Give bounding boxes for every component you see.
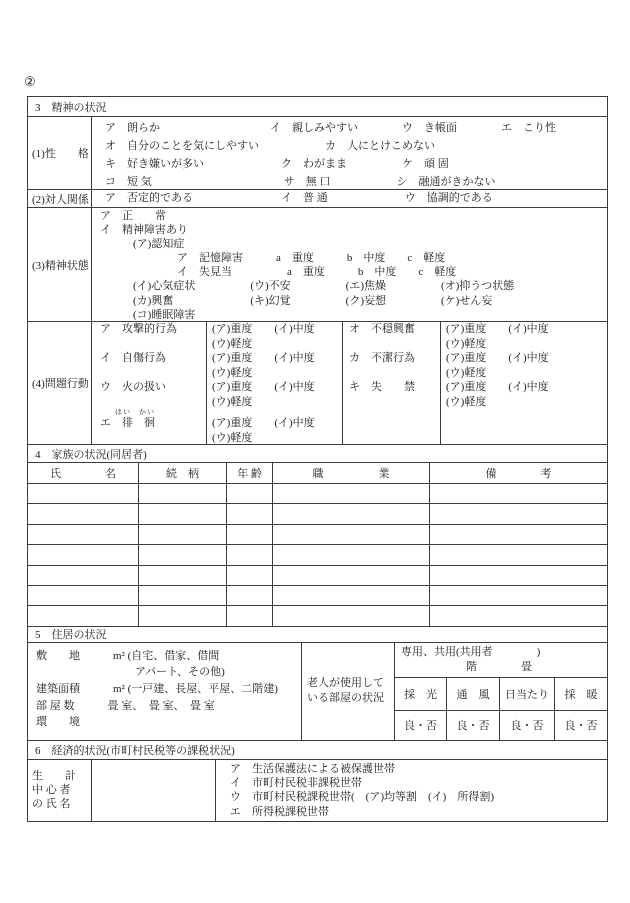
family-cell-name bbox=[28, 525, 139, 544]
room-condition-ratings bbox=[395, 711, 607, 740]
severity-options: (ア)重度 (イ)中度 (ウ)軽度 bbox=[446, 381, 549, 408]
personality-options bbox=[92, 117, 607, 189]
behavior-key: エ bbox=[100, 417, 111, 429]
family-cell-notes bbox=[430, 606, 607, 625]
taxation-options bbox=[216, 760, 607, 821]
behavior-name: 失 禁 bbox=[371, 381, 415, 393]
interpersonal-line: ア 否定的である イ 普 通 ウ 協調的である bbox=[105, 192, 493, 204]
housing-detail-line: 環 境 bbox=[36, 716, 80, 729]
family-cell-occupation bbox=[273, 586, 430, 605]
room-condition-header-heating: 採 暖 bbox=[564, 688, 598, 701]
breadwinner-name-label: 生 計 中 心 者 の 氏 名 bbox=[28, 760, 92, 821]
family-cell-name bbox=[28, 566, 139, 585]
family-cell-notes bbox=[430, 545, 607, 564]
severity-options: (ア)重度 (イ)中度 (ウ)軽度 bbox=[212, 352, 315, 379]
section-mental-title: 3 精神の状況 bbox=[35, 101, 107, 114]
family-cell-age bbox=[227, 586, 273, 605]
family-cell-occupation bbox=[273, 484, 430, 503]
behavior-key: オ bbox=[349, 323, 360, 335]
interpersonal-row bbox=[28, 190, 607, 208]
furigana-ruby: はい かい bbox=[115, 408, 155, 416]
room-condition-table bbox=[395, 643, 607, 740]
family-cell-name bbox=[28, 586, 139, 605]
family-empty-row bbox=[28, 566, 607, 586]
rating-good-bad: 良・否 bbox=[564, 720, 598, 733]
behavior-key: ウ bbox=[100, 381, 111, 393]
housing-detail-line: 建築面積 m² (一戸建、長屋、平屋、二階建) bbox=[36, 682, 278, 695]
page-corner-mark: ② bbox=[24, 74, 36, 89]
room-floor-tatami-line: 階 畳 bbox=[466, 661, 532, 674]
severity-options: (ア)重度 (イ)中度 (ウ)軽度 bbox=[446, 352, 549, 379]
behavior-name: 自傷行為 bbox=[122, 352, 166, 364]
family-cell-age bbox=[227, 606, 273, 625]
family-cell-age bbox=[227, 525, 273, 544]
family-cell-age bbox=[227, 504, 273, 523]
taxation-option: エ 所得税課税世帯 bbox=[230, 805, 329, 818]
interpersonal-options bbox=[92, 190, 607, 207]
mental-state-line: ア 正 常 bbox=[100, 210, 166, 222]
housing-row bbox=[28, 643, 607, 741]
behavior-key: カ bbox=[349, 352, 360, 364]
mental-state-line: (イ)心気症状 (ウ)不安 (エ)焦燥 (オ)抑うつ状態 bbox=[100, 280, 515, 293]
room-shared-use-line: 専用、共用(共用者 ) bbox=[401, 645, 541, 658]
problem-behavior-row bbox=[28, 322, 607, 445]
family-cell-relation bbox=[139, 586, 227, 605]
personality-line: ア 朗らか イ 親しみやすい ウ き帳面 エ こり性 bbox=[105, 122, 556, 134]
housing-detail-line: 敷 地 m² (自宅、借家、借間 bbox=[36, 649, 220, 662]
family-empty-row bbox=[28, 525, 607, 545]
housing-details bbox=[28, 643, 302, 740]
behavior-name: 攻撃的行為 bbox=[122, 323, 177, 335]
assessment-form-table bbox=[27, 96, 608, 822]
personality-label: (1)性 格 bbox=[28, 117, 92, 189]
family-empty-row bbox=[28, 545, 607, 565]
section-family-title-row bbox=[28, 445, 607, 463]
behavior-name: 不穏興奮 bbox=[371, 323, 415, 335]
family-empty-row bbox=[28, 586, 607, 606]
mental-state-line: イ 失見当 a 重度 b 中度 c 軽度 bbox=[100, 266, 457, 279]
housing-detail-line: アパート、その他) bbox=[36, 666, 225, 679]
section-family-title: 4 家族の状況(同居者) bbox=[35, 448, 147, 461]
family-cell-name bbox=[28, 504, 139, 523]
family-cell-notes bbox=[430, 504, 607, 523]
economic-row bbox=[28, 760, 607, 821]
behavior-item bbox=[100, 409, 206, 445]
family-cell-relation bbox=[139, 566, 227, 585]
family-cell-relation bbox=[139, 606, 227, 625]
behavior-name: 徘 徊 bbox=[122, 417, 155, 429]
mental-state-line: (コ)睡眠障害 bbox=[100, 308, 196, 321]
behavior-name: 不潔行為 bbox=[371, 352, 415, 364]
family-cell-age bbox=[227, 545, 273, 564]
behavior-list-right bbox=[343, 322, 441, 444]
family-header-occupation: 職 業 bbox=[273, 463, 430, 483]
family-cell-name bbox=[28, 606, 139, 625]
elderly-room-label: 老人が使用して いる部屋の状況 bbox=[302, 643, 395, 740]
mental-state-label: (3)精神状態 bbox=[28, 208, 92, 321]
section-housing-title: 5 住居の状況 bbox=[35, 629, 107, 642]
family-header-relation: 続 柄 bbox=[139, 463, 227, 483]
personality-row bbox=[28, 117, 607, 190]
family-header-notes: 備 考 bbox=[485, 468, 552, 480]
taxation-option: イ 市町村民税非課税世帯 bbox=[230, 777, 362, 790]
behavior-name: 火の扱い bbox=[122, 381, 166, 393]
interpersonal-label: (2)対人関係 bbox=[28, 190, 92, 207]
behavior-key: ア bbox=[100, 323, 111, 335]
housing-detail-line: 部 屋 数 畳 室、 畳 室、 畳 室 bbox=[36, 699, 215, 712]
rating-good-bad: 良・否 bbox=[447, 711, 500, 740]
behavior-item bbox=[100, 351, 206, 380]
taxation-option: ア 生活保護法による被保護世帯 bbox=[230, 762, 395, 775]
room-condition-header-sunlight: 日当たり bbox=[500, 678, 555, 710]
severity-options: (ア)重度 (イ)中度 (ウ)軽度 bbox=[446, 323, 549, 350]
family-empty-row bbox=[28, 606, 607, 626]
room-shared-use-cell bbox=[395, 643, 607, 678]
mental-state-line: (ア)認知症 bbox=[100, 238, 185, 251]
family-cell-notes bbox=[430, 525, 607, 544]
family-header-name: 氏 名 bbox=[28, 463, 139, 483]
behavior-key: イ bbox=[100, 352, 111, 364]
severity-options: (ア)重度 (イ)中度 (ウ)軽度 bbox=[212, 323, 315, 350]
mental-state-line: ア 記憶障害 a 重度 b 中度 c 軽度 bbox=[100, 252, 446, 265]
behavior-item bbox=[349, 322, 440, 351]
family-cell-age bbox=[227, 566, 273, 585]
breadwinner-name-field bbox=[92, 760, 216, 821]
mental-state-options bbox=[92, 208, 607, 321]
personality-line: コ 短 気 サ 無 口 シ 融通がきかない bbox=[105, 176, 496, 188]
section-housing-title-row bbox=[28, 627, 607, 643]
taxation-option: ウ 市町村民税課税世帯( (ア)均等割 (イ) 所得割) bbox=[230, 791, 494, 804]
family-cell-relation bbox=[139, 484, 227, 503]
behavior-list-left bbox=[92, 322, 207, 444]
family-header-age: 年 齢 bbox=[227, 463, 273, 483]
family-cell-occupation bbox=[273, 545, 430, 564]
severity-column-right bbox=[441, 322, 607, 444]
severity-options: (ア)重度 (イ)中度 (ウ)軽度 bbox=[212, 417, 315, 444]
family-cell-occupation bbox=[273, 566, 430, 585]
rating-good-bad: 良・否 bbox=[500, 711, 555, 740]
family-cell-notes bbox=[430, 586, 607, 605]
room-condition-headers bbox=[395, 678, 607, 711]
family-cell-relation bbox=[139, 525, 227, 544]
behavior-item bbox=[349, 380, 440, 409]
family-cell-relation bbox=[139, 504, 227, 523]
severity-options: (ア)重度 (イ)中度 (ウ)軽度 bbox=[212, 381, 315, 408]
section-economic-title-row bbox=[28, 741, 607, 760]
section-economic-title: 6 経済的状況(市町村民税等の課税状況) bbox=[35, 744, 235, 757]
behavior-key: キ bbox=[349, 381, 360, 393]
mental-state-line: (カ)興奮 (キ)幻覚 (ク)妄想 (ケ)せん妄 bbox=[100, 294, 493, 307]
family-cell-notes bbox=[430, 484, 607, 503]
room-condition-header-lighting: 採 光 bbox=[395, 678, 447, 710]
family-cell-relation bbox=[139, 545, 227, 564]
mental-state-row bbox=[28, 208, 607, 322]
family-empty-row bbox=[28, 484, 607, 504]
family-cell-age bbox=[227, 484, 273, 503]
rating-good-bad: 良・否 bbox=[395, 711, 447, 740]
family-cell-name bbox=[28, 545, 139, 564]
behavior-item bbox=[100, 380, 206, 409]
section-mental-title-row bbox=[28, 97, 607, 117]
mental-state-line: イ 精神障害あり bbox=[100, 224, 188, 237]
family-cell-occupation bbox=[273, 606, 430, 625]
family-table-header bbox=[28, 463, 607, 484]
family-cell-occupation bbox=[273, 504, 430, 523]
personality-line: オ 自分のことを気にしやすい カ 人にとけこめない bbox=[105, 140, 435, 152]
behavior-item bbox=[100, 322, 206, 351]
personality-line: キ 好き嫌いが多い ク わがまま ケ 頑 固 bbox=[105, 158, 449, 170]
family-cell-name bbox=[28, 484, 139, 503]
family-cell-occupation bbox=[273, 525, 430, 544]
behavior-item bbox=[349, 351, 440, 380]
family-empty-row bbox=[28, 504, 607, 524]
problem-behavior-label: (4)問題行動 bbox=[28, 322, 92, 444]
family-cell-notes bbox=[430, 566, 607, 585]
severity-column-left bbox=[207, 322, 343, 444]
room-condition-header-ventilation: 通 風 bbox=[447, 678, 500, 710]
